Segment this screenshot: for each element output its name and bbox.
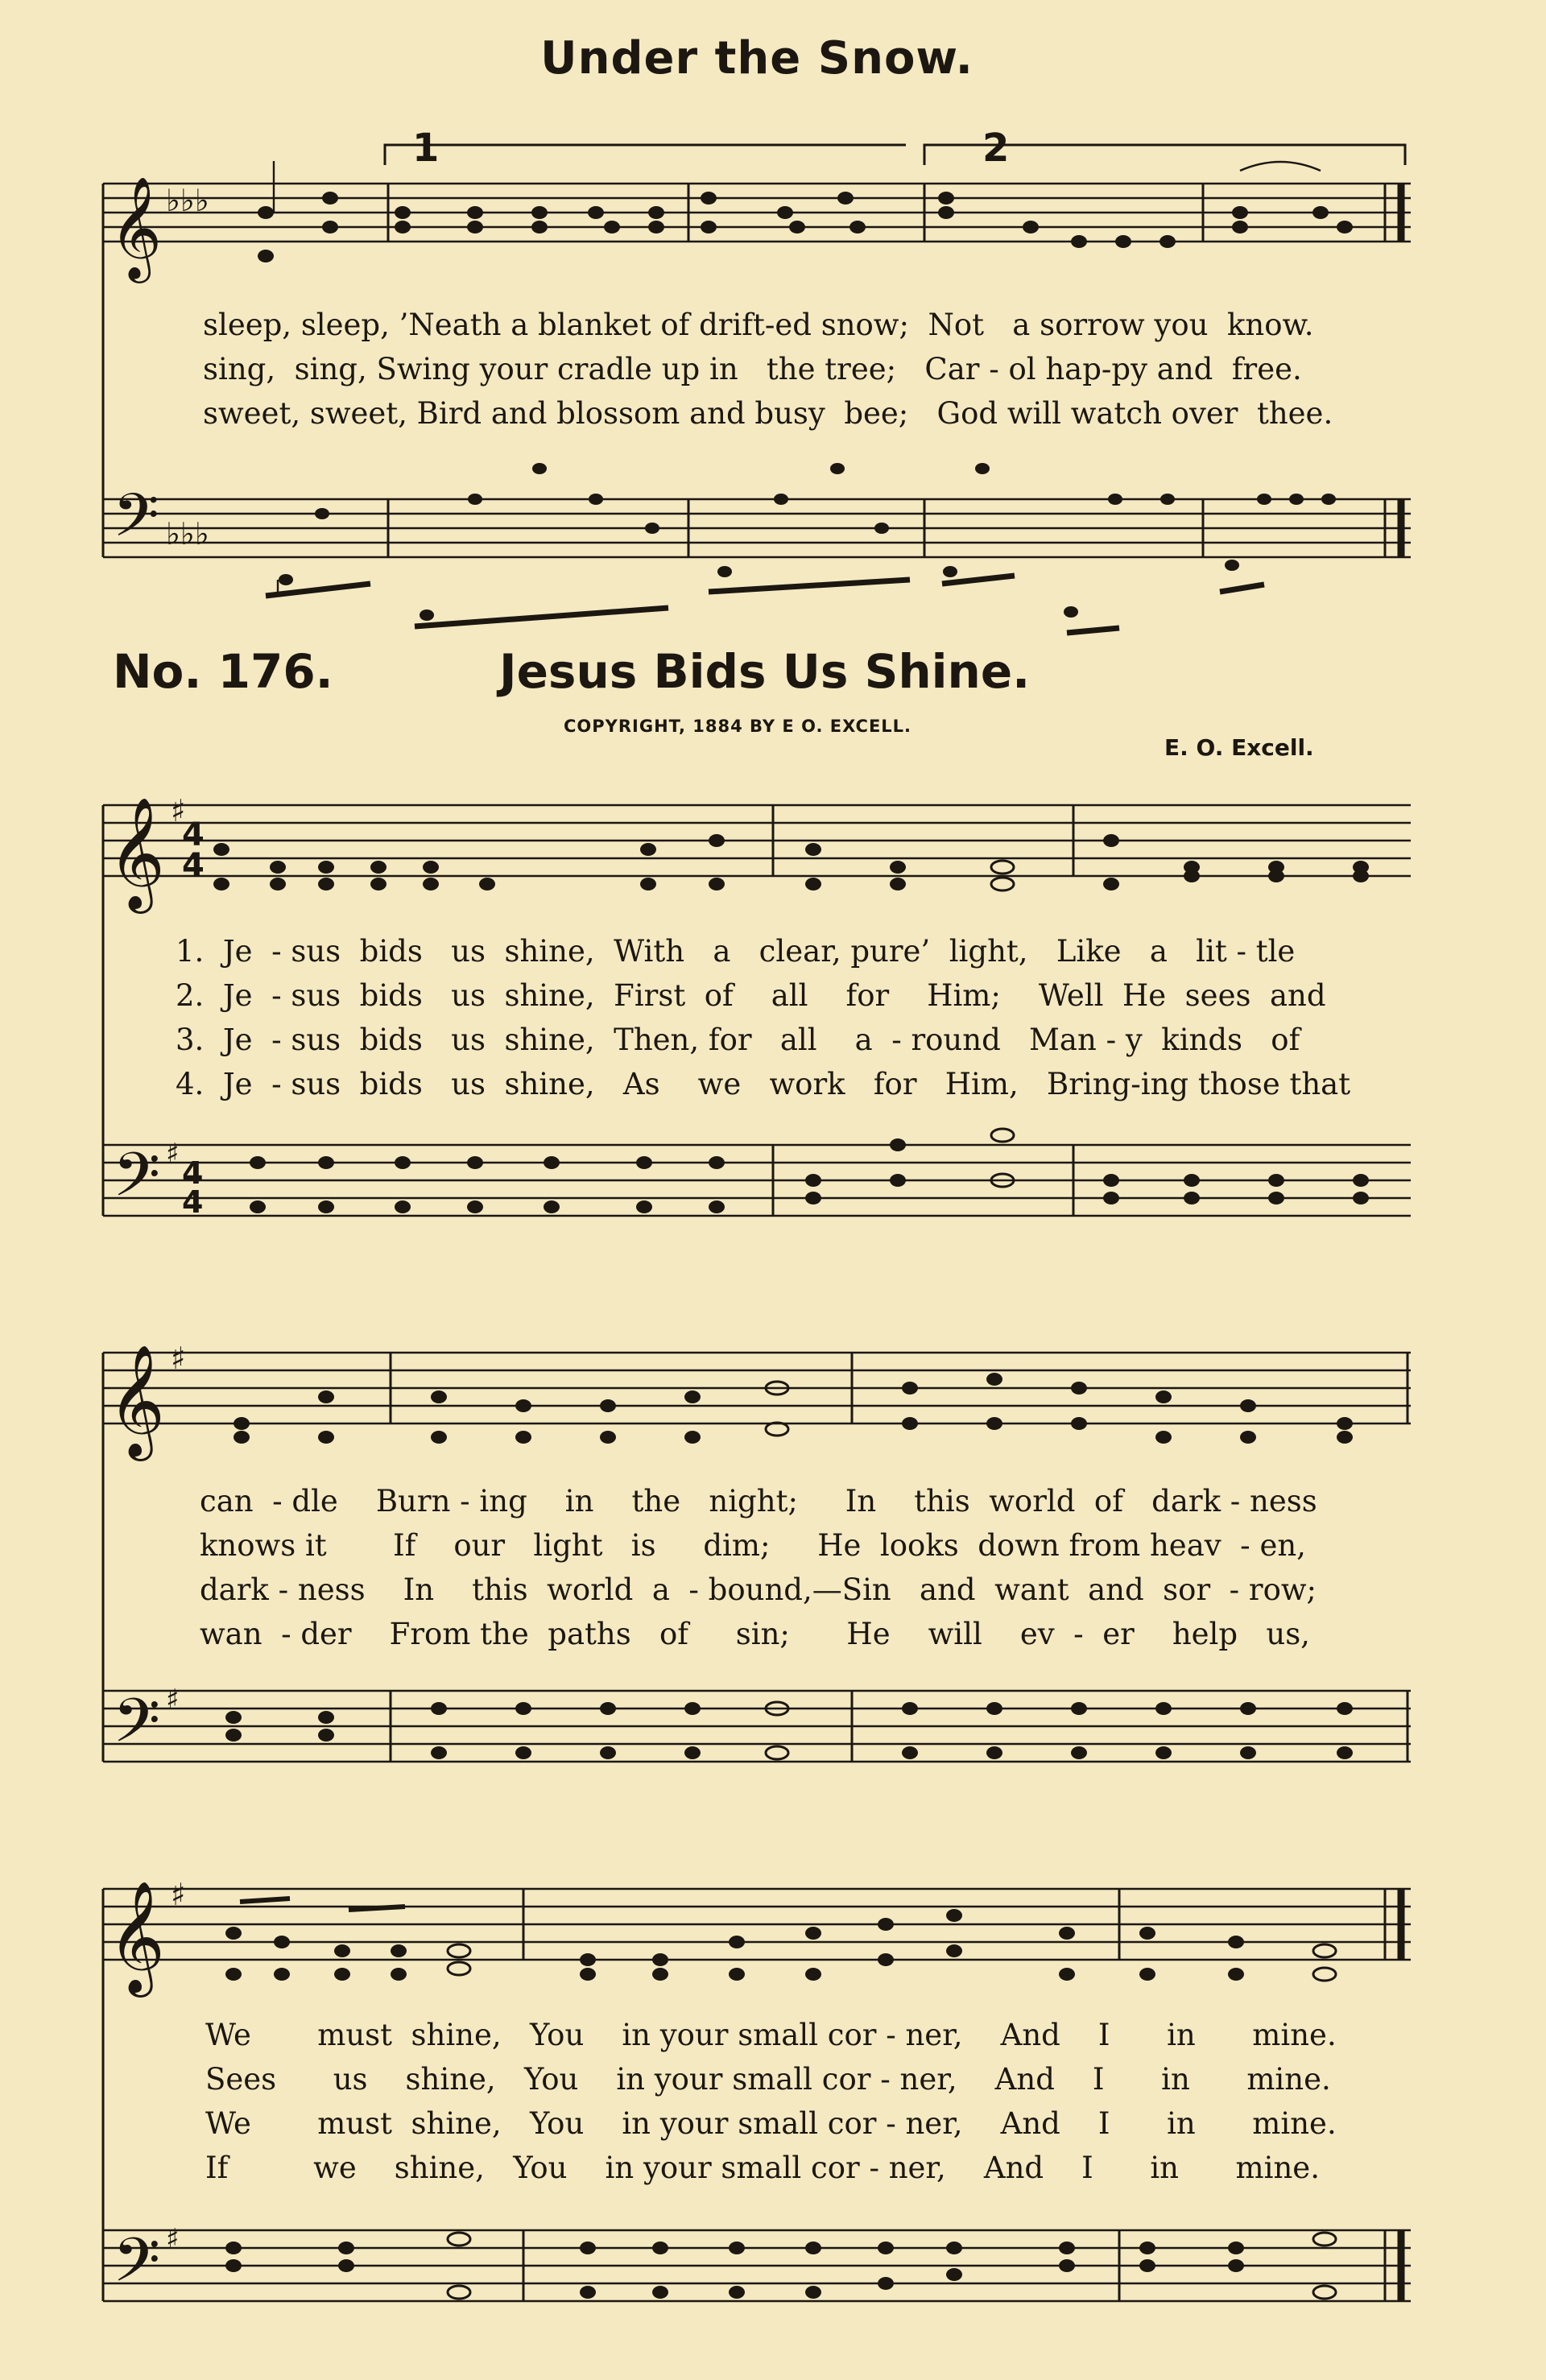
bass-clef-icon: 𝄢 [113,2225,161,2311]
volta-brackets [385,145,1405,165]
top-hymn-title: Under the Snow. [540,32,973,85]
top-bass-staff [103,499,1411,557]
verse-lyric-line: We must shine, You in your small cor - ner, And I in mine. [205,2106,1337,2141]
verse-lyric-line: 4. Je - sus bids us shine, As we work for Him, Bring-ing those that [176,1067,1351,1101]
verse-lyric-line: If we shine, You in your small cor - ner, And I in mine. [205,2151,1320,2185]
treble-clef-icon: 𝄞 [110,176,163,279]
time-signature-top: 4 [182,1155,204,1191]
copyright-notice: COPYRIGHT, 1884 BY E O. EXCELL. [564,717,912,736]
top-hymn-lyric-line-3: sweet, sweet, Bird and blossom and busy bee; God will watch over thee. [203,396,1333,431]
bass-clef-icon: 𝄢 [113,1139,161,1225]
system2-notes [225,1373,1353,1759]
volta-second-ending: 2 [982,126,1010,171]
volta-first-ending: 1 [412,126,440,171]
sharp-key-icon: ♯ [166,1684,180,1716]
verse-lyric-line: can - dle Burn - ing in the night; In this world of dark - ness [200,1484,1317,1518]
bass-clef-icon: 𝄢 [113,1685,161,1771]
sharp-key-icon: ♯ [171,1877,186,1912]
sharp-key-icon: ♯ [166,1138,180,1170]
verse-lyric-line: knows it If our light is dim; He looks down from heav - en, [200,1528,1306,1563]
top-bass-notes [266,463,1336,633]
top-hymn-lyric-line-1: sleep, sleep, ’Neath a blanket of drift-ed snow; Not a sorrow you know. [203,308,1314,342]
top-treble-staff [103,184,1411,242]
flat-key-icon: ♭♭♭ [166,516,209,552]
time-signature-bottom: 4 [182,847,205,884]
treble-clef-icon: 𝄞 [108,1345,165,1457]
composer-credit: E. O. Excell. [1164,734,1314,761]
verse-lyric-line: wan - der From the paths of sin; He will ev - er help us, [200,1617,1310,1651]
verse-lyric-line: We must shine, You in your small cor - ner, And I in mine. [205,2018,1337,2052]
hymn-number: No. 176. [113,644,333,699]
verse-lyric-line: dark - ness In this world a - bound,—Sin and want and sor - row; [200,1572,1317,1607]
sharp-key-icon: ♯ [171,1341,186,1376]
treble-clef-icon: 𝄞 [108,1881,165,1993]
verse-lyric-line: Sees us shine, You in your small cor - ner, And I in mine. [205,2062,1331,2097]
verse-lyric-line: 1. Je - sus bids us shine, With a clear, pure’ light, Like a lit - tle [176,934,1296,969]
sharp-key-icon: ♯ [166,2223,180,2255]
time-signature-bottom: 4 [182,1184,204,1220]
bass-clef-icon: 𝄢 [113,481,159,565]
time-signature-top: 4 [182,816,205,853]
verse-lyric-line: 2. Je - sus bids us shine, First of all for Him; Well He sees and [176,978,1326,1013]
sharp-key-icon: ♯ [171,793,186,828]
flat-key-icon: ♭♭♭ [166,183,209,218]
system3-notes [225,1899,1336,2299]
treble-clef-icon: 𝄞 [108,797,165,909]
top-hymn-lyric-line-2: sing, sing, Swing your cradle up in the tree; Car - ol hap-py and free. [203,352,1302,386]
verse-lyric-line: 3. Je - sus bids us shine, Then, for all a - round Man - y kinds of [176,1023,1300,1057]
hymn-title: Jesus Bids Us Shine. [499,644,1031,699]
